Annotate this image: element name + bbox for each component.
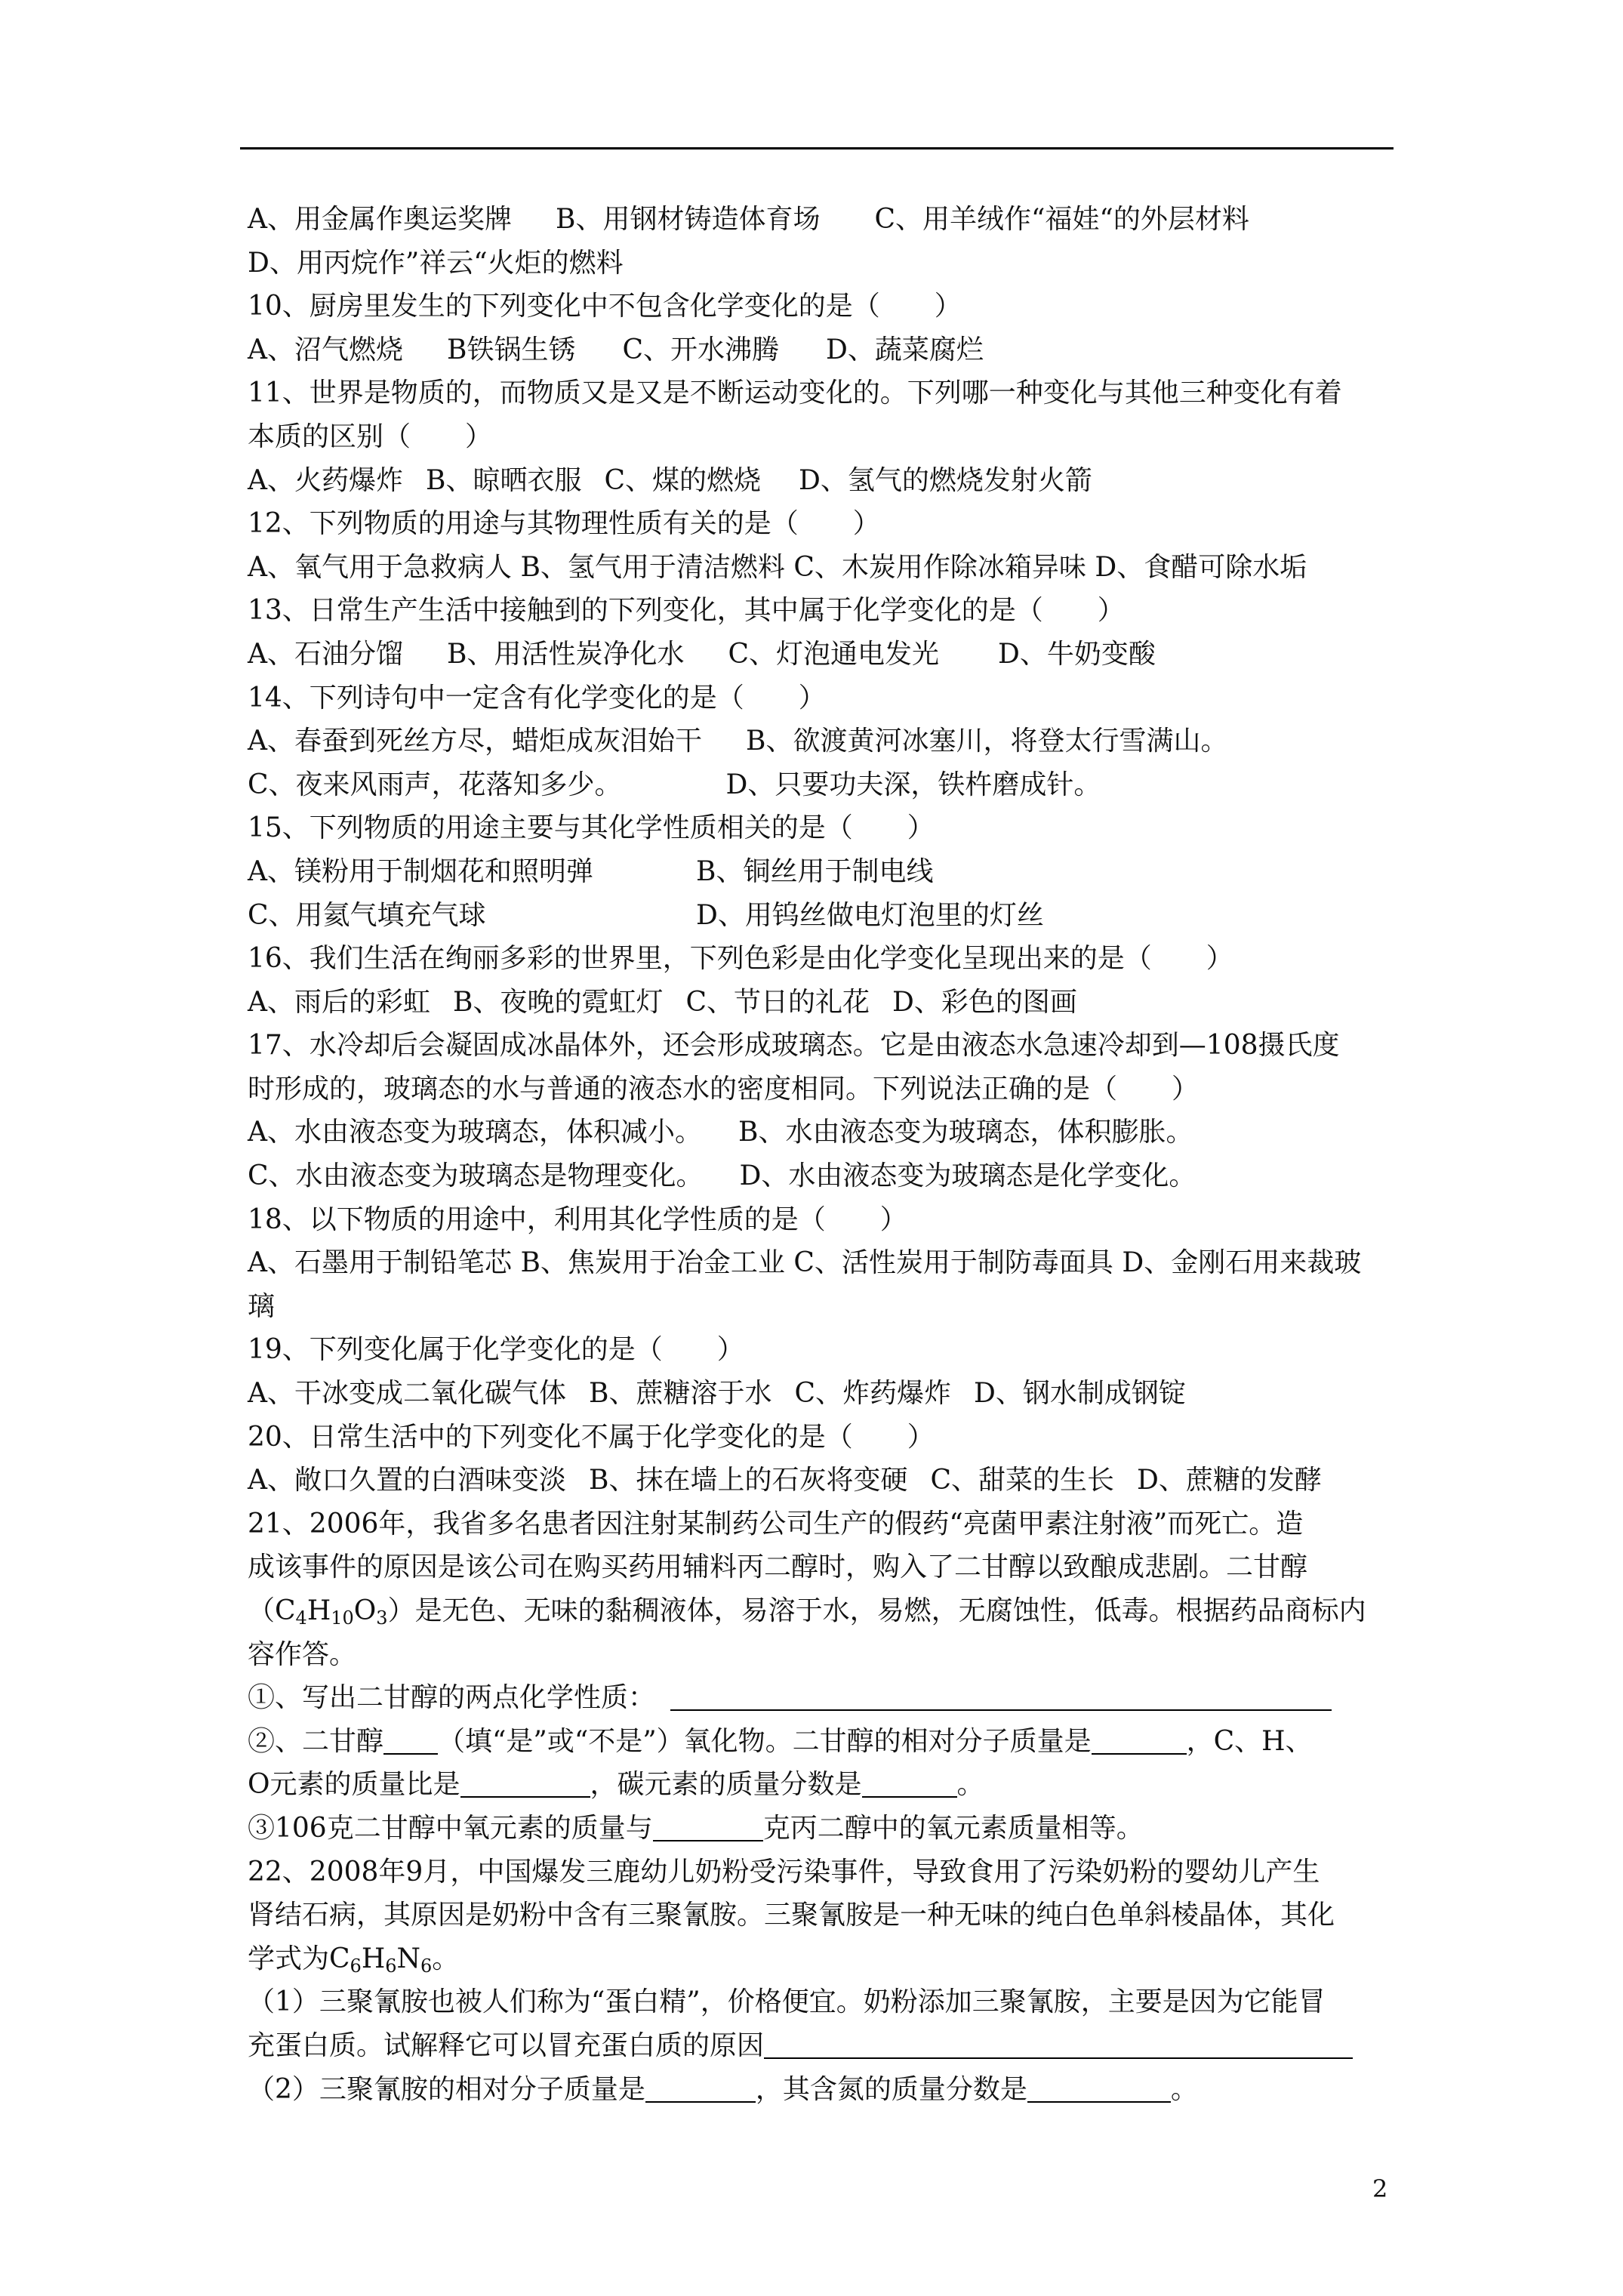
q22-answer-blank-3[interactable] <box>1027 2074 1171 2103</box>
q20-option-a: A、敞口久置的白酒味变淡 <box>248 1465 566 1496</box>
q22-part1-line1: （1）三聚氰胺也被人们称为“蛋白精”，价格便宜。奶粉添加三聚氰胺，主要是因为它能冒 <box>248 1986 1326 2018</box>
q21-stem-line3 <box>248 1589 1395 1633</box>
q22-formula-h: H <box>361 1943 386 1974</box>
q11-option-c: C、煤的燃烧 <box>604 464 762 496</box>
q13-option-b: B、用活性炭净化水 <box>447 638 685 670</box>
q21-formula-h: H <box>306 1595 331 1626</box>
q11-stem-line1: 11、世界是物质的，而物质又是又是不断运动变化的。下列哪一种变化与其他三种变化有着 <box>248 378 1342 409</box>
q14-option-c: C、夜来风雨声，花落知多少。 <box>248 769 622 800</box>
q16-option-a: A、雨后的彩虹 <box>248 986 430 1018</box>
q15-options-row1 <box>248 850 1395 894</box>
q15-option-a: A、镁粉用于制烟花和照明弹 <box>248 855 593 887</box>
q21-part2-a: ②、二甘醇 <box>248 1725 384 1757</box>
q21-part1 <box>248 1676 1395 1720</box>
q19-option-b: B、蔗糖溶于水 <box>589 1378 772 1410</box>
q11-options <box>248 459 1395 503</box>
q21-stem-line1: 21、2006年，我省多名患者因注射某制药公司生产的假药“亮菌甲素注射液”而死亡。造 <box>248 1508 1304 1539</box>
q10-option-b: B铁锅生锈 <box>447 334 576 365</box>
header-rule <box>240 147 1394 149</box>
q22-stem-line1: 22、2008年9月，中国爆发三鹿幼儿奶粉受污染事件，导致食用了污染奶粉的婴幼儿产生 <box>248 1856 1320 1888</box>
q21-part2-line2 <box>248 1763 1395 1807</box>
page-number: 2 <box>1372 2174 1388 2203</box>
q19-options <box>248 1372 1395 1416</box>
q17-option-d: D、水由液态变为玻璃态是化学变化。 <box>739 1160 1196 1192</box>
q22-part1-line2 <box>248 2024 1395 2068</box>
q20-option-c: C、甜菜的生长 <box>930 1465 1115 1496</box>
q15-option-d: D、用钨丝做电灯泡里的灯丝 <box>696 899 1044 931</box>
q17-options-row2 <box>248 1154 1395 1198</box>
q18-stem: 18、以下物质的用途中，利用其化学性质的是（ ） <box>248 1203 907 1235</box>
q21-part2-b: （填“是”或“不是”）氧化物。二甘醇的相对分子质量是 <box>438 1725 1092 1757</box>
q11-option-d: D、氢气的燃烧发射火箭 <box>799 464 1092 496</box>
q10-stem: 10、厨房里发生的下列变化中不包含化学变化的是（ ） <box>248 291 962 322</box>
q15-stem: 15、下列物质的用途主要与其化学性质相关的是（ ） <box>248 812 935 844</box>
q21-stem-line4: 容作答。 <box>248 1638 357 1670</box>
q10-options <box>248 328 1395 372</box>
q21-answer-blank-3[interactable] <box>1092 1726 1187 1755</box>
q22-answer-blank-1[interactable] <box>764 2030 1353 2059</box>
q21-formula-open: （C <box>248 1595 296 1626</box>
q22-answer-blank-2[interactable] <box>645 2074 756 2103</box>
q22-formula-pre: 学式为C <box>248 1943 350 1974</box>
q16-option-c: C、节日的礼花 <box>685 986 870 1018</box>
q22-part2-c: 。 <box>1170 2073 1198 2105</box>
q21-formula-sub-h: 10 <box>331 1607 354 1629</box>
q14-options-row1 <box>248 720 1395 763</box>
q9-option-b: B、用钢材铸造体育场 <box>556 204 821 235</box>
q17-option-b: B、水由液态变为玻璃态，体积膨胀。 <box>738 1117 1193 1148</box>
q11-option-a: A、火药爆炸 <box>248 464 403 496</box>
q21-part2-d: O元素的质量比是 <box>248 1769 460 1801</box>
q21-formula-sub-c: 4 <box>295 1607 307 1629</box>
q21-part3 <box>248 1807 1395 1851</box>
q14-stem: 14、下列诗句中一定含有化学变化的是（ ） <box>248 682 826 713</box>
q21-part3-b: 克丙二醇中的氧元素质量相等。 <box>762 1812 1144 1844</box>
q22-formula-sub-n: 6 <box>420 1955 433 1977</box>
q21-answer-blank-4[interactable] <box>460 1769 590 1798</box>
q10-option-c: C、开水沸腾 <box>622 334 780 365</box>
q21-answer-blank-5[interactable] <box>862 1769 957 1798</box>
q17-options-row1 <box>248 1111 1395 1154</box>
q14-option-d: D、只要功夫深，铁杵磨成针。 <box>725 769 1101 800</box>
q12-stem: 12、下列物质的用途与其物理性质有关的是（ ） <box>248 508 880 540</box>
q21-part1-text: ①、写出二甘醇的两点化学性质： <box>248 1682 656 1714</box>
q10-option-a: A、沼气燃烧 <box>248 334 403 365</box>
q21-formula-sub-o: 3 <box>376 1607 388 1629</box>
q20-options <box>248 1459 1395 1502</box>
q19-stem: 19、下列变化属于化学变化的是（ ） <box>248 1334 744 1366</box>
q22-formula-sub-c: 6 <box>350 1955 362 1977</box>
q17-option-c: C、水由液态变为玻璃态是物理变化。 <box>248 1160 704 1192</box>
q21-part2-e: ，碳元素的质量分数是 <box>590 1769 862 1801</box>
q21-part2-c: ，C、H、 <box>1186 1725 1313 1757</box>
q16-stem: 16、我们生活在绚丽多彩的世界里，下列色彩是由化学变化呈现出来的是（ ） <box>248 943 1233 975</box>
q21-stem-line2: 成该事件的原因是该公司在购买药用辅料丙二醇时，购入了二甘醇以致酿成悲剧。二甘醇 <box>248 1552 1308 1583</box>
q15-options-row2 <box>248 894 1395 938</box>
q9-option-c: C、用羊绒作“福娃“的外层材料 <box>874 204 1249 235</box>
q17-stem-line2: 时形成的，玻璃态的水与普通的液态水的密度相同。下列说法正确的是（ ） <box>248 1073 1200 1105</box>
q21-answer-blank-6[interactable] <box>653 1813 763 1841</box>
q18-options-line1: A、石墨用于制铅笔芯 B、焦炭用于冶金工业 C、活性炭用于制防毒面具 D、金刚石用来裁玻 <box>248 1247 1362 1279</box>
q12-options: A、氧气用于急救病人 B、氢气用于清洁燃料 C、木炭用作除冰箱异味 D、食醋可除水垢 <box>248 551 1307 583</box>
q17-stem-line1: 17、水冷却后会凝固成冰晶体外，还会形成玻璃态。它是由液态水急速冷却到—108摄氏度 <box>248 1030 1340 1062</box>
q14-option-a: A、春蚕到死丝方尽，蜡炬成灰泪始干 <box>248 726 702 757</box>
q21-part2-f: 。 <box>956 1769 984 1801</box>
q19-option-a: A、干冰变成二氧化碳气体 <box>248 1378 566 1410</box>
q9-options-row2 <box>248 242 1395 285</box>
q9-option-d: D、用丙烷作”祥云“火炬的燃料 <box>248 247 624 279</box>
q20-option-d: D、蔗糖的发酵 <box>1137 1465 1322 1496</box>
question-content <box>248 198 1395 2111</box>
q13-option-d: D、牛奶变酸 <box>998 638 1156 670</box>
q22-formula-n: N <box>396 1943 421 1974</box>
q21-formula-close: ）是无色、无味的黏稠液体，易溶于水，易燃，无腐蚀性，低毒。根据药品商标内 <box>387 1595 1366 1626</box>
q10-option-d: D、蔬菜腐烂 <box>826 334 984 365</box>
q21-answer-blank-1[interactable] <box>670 1682 1332 1711</box>
q22-part2-a: （2）三聚氰胺的相对分子质量是 <box>248 2073 645 2105</box>
q15-option-b: B、铜丝用于制电线 <box>696 855 934 887</box>
q14-option-b: B、欲渡黄河冰塞川，将登太行雪满山。 <box>746 726 1228 757</box>
q20-option-b: B、抹在墙上的石灰将变硬 <box>589 1465 908 1496</box>
q21-part2-line1 <box>248 1720 1395 1764</box>
q13-option-c: C、灯泡通电发光 <box>728 638 940 670</box>
q17-option-a: A、水由液态变为玻璃态，体积减小。 <box>248 1117 702 1148</box>
q16-option-d: D、彩色的图画 <box>892 986 1077 1018</box>
q22-part2-b: ，其含氮的质量分数是 <box>755 2073 1027 2105</box>
q19-option-d: D、钢水制成钢锭 <box>974 1378 1186 1410</box>
q13-option-a: A、石油分馏 <box>248 638 403 670</box>
q11-option-b: B、晾晒衣服 <box>426 464 582 496</box>
q20-stem: 20、日常生活中的下列变化不属于化学变化的是（ ） <box>248 1421 935 1453</box>
q22-formula-sub-h: 6 <box>385 1955 397 1977</box>
q15-option-c: C、用氦气填充气球 <box>248 899 486 931</box>
q16-option-b: B、夜晚的霓虹灯 <box>453 986 664 1018</box>
q16-options <box>248 981 1395 1025</box>
q21-answer-blank-2[interactable] <box>383 1726 438 1755</box>
q9-option-a: A、用金属作奥运奖牌 <box>248 204 512 235</box>
q9-options-row1 <box>248 198 1395 242</box>
q14-options-row2 <box>248 763 1395 807</box>
q22-stem-line2: 肾结石病，其原因是奶粉中含有三聚氰胺。三聚氰胺是一种无味的纯白色单斜棱晶体，其化 <box>248 1900 1335 1931</box>
q22-part2 <box>248 2068 1395 2112</box>
q13-options <box>248 633 1395 676</box>
q22-formula-line <box>248 1937 1395 1981</box>
q21-part3-a: ③106克二甘醇中氧元素的质量与 <box>248 1812 653 1844</box>
q13-stem: 13、日常生产生活中接触到的下列变化，其中属于化学变化的是（ ） <box>248 595 1125 627</box>
q21-formula-o: O <box>353 1595 377 1626</box>
q19-option-c: C、炸药爆炸 <box>794 1378 952 1410</box>
q11-stem-line2: 本质的区别（ ） <box>248 421 493 452</box>
q22-part1-text: 充蛋白质。试解释它可以冒充蛋白质的原因 <box>248 2029 765 2061</box>
q18-options-line2: 璃 <box>248 1290 276 1322</box>
q22-formula-post: 。 <box>432 1943 460 1974</box>
